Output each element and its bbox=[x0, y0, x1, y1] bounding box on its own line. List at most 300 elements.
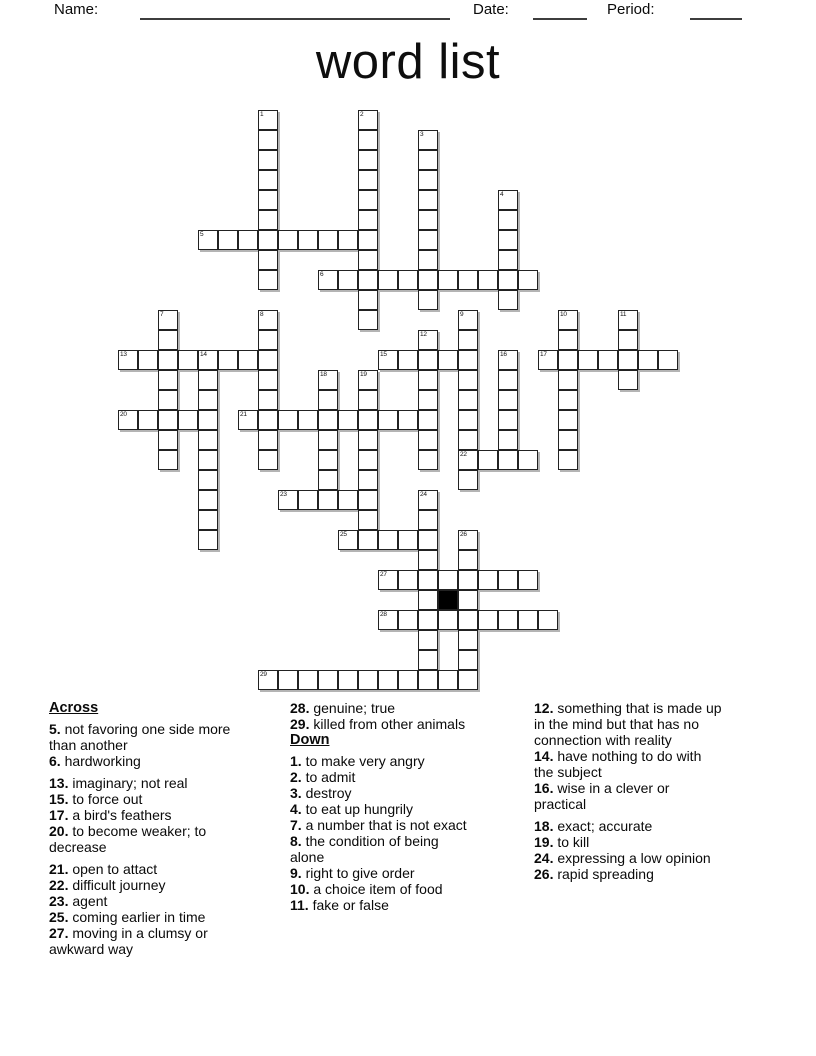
grid-cell[interactable] bbox=[338, 530, 358, 550]
grid-cell[interactable] bbox=[158, 430, 178, 450]
grid-cell[interactable] bbox=[478, 610, 498, 630]
clue-number: 7. bbox=[290, 817, 302, 833]
cell-number: 17 bbox=[540, 351, 547, 358]
grid-cell[interactable] bbox=[458, 270, 478, 290]
down-heading: Down bbox=[290, 732, 330, 748]
clue-1 bbox=[290, 753, 530, 769]
grid-cell[interactable] bbox=[258, 670, 278, 690]
grid-cell[interactable] bbox=[418, 550, 438, 570]
grid-cell[interactable] bbox=[338, 270, 358, 290]
clue-4 bbox=[290, 801, 530, 817]
grid-cell[interactable] bbox=[458, 670, 478, 690]
grid-cell[interactable] bbox=[258, 390, 278, 410]
grid-cell[interactable] bbox=[358, 490, 378, 510]
clue-number: 5. bbox=[49, 721, 61, 737]
cell-number: 28 bbox=[380, 611, 387, 618]
grid-cell[interactable] bbox=[418, 230, 438, 250]
grid-cell[interactable] bbox=[258, 250, 278, 270]
clue-17 bbox=[49, 807, 284, 823]
cell-number: 14 bbox=[200, 351, 207, 358]
clue-number: 29. bbox=[290, 716, 310, 732]
grid-cell[interactable] bbox=[198, 530, 218, 550]
clue-line: 20. to become weaker; to bbox=[49, 823, 207, 839]
clues-column-2 bbox=[290, 700, 530, 913]
grid-cell[interactable] bbox=[518, 450, 538, 470]
grid-cell[interactable] bbox=[498, 450, 518, 470]
grid-cell[interactable] bbox=[538, 610, 558, 630]
clue-line: awkward way bbox=[49, 941, 134, 957]
grid-cell[interactable] bbox=[558, 350, 578, 370]
grid-cell[interactable] bbox=[418, 530, 438, 550]
clue-13 bbox=[49, 775, 284, 791]
grid-cell[interactable] bbox=[438, 350, 458, 370]
grid-cell[interactable] bbox=[438, 570, 458, 590]
grid-cell[interactable] bbox=[278, 410, 298, 430]
grid-cell[interactable] bbox=[518, 570, 538, 590]
grid-cell[interactable] bbox=[138, 410, 158, 430]
clue-number: 24. bbox=[534, 850, 554, 866]
grid-cell[interactable] bbox=[418, 570, 438, 590]
grid-cell[interactable] bbox=[418, 670, 438, 690]
clue-27 bbox=[49, 925, 284, 957]
grid-cell[interactable] bbox=[558, 430, 578, 450]
grid-cell[interactable] bbox=[418, 630, 438, 650]
grid-cell[interactable] bbox=[558, 330, 578, 350]
across-heading: Across bbox=[49, 700, 99, 716]
grid-cell[interactable] bbox=[418, 150, 438, 170]
grid-cell[interactable] bbox=[198, 350, 218, 370]
clue-number: 17. bbox=[49, 807, 69, 823]
clue-number: 15. bbox=[49, 791, 69, 807]
grid-cell[interactable] bbox=[618, 310, 638, 330]
grid-cell[interactable] bbox=[258, 410, 278, 430]
grid-cell[interactable] bbox=[158, 310, 178, 330]
clue-6 bbox=[49, 753, 284, 769]
grid-cell[interactable] bbox=[458, 570, 478, 590]
cell-number: 23 bbox=[280, 491, 287, 498]
clue-line: connection with reality bbox=[534, 732, 672, 748]
grid-cell[interactable] bbox=[138, 350, 158, 370]
clue-number: 28. bbox=[290, 700, 310, 716]
grid-cell[interactable] bbox=[558, 370, 578, 390]
clue-line: alone bbox=[290, 849, 325, 865]
grid-cell[interactable] bbox=[318, 490, 338, 510]
grid-cell[interactable] bbox=[198, 230, 218, 250]
grid-cell[interactable] bbox=[358, 230, 378, 250]
cell-number: 8 bbox=[260, 311, 264, 318]
cell-number: 1 bbox=[260, 111, 264, 118]
grid-cell[interactable] bbox=[158, 330, 178, 350]
grid-cell[interactable] bbox=[198, 490, 218, 510]
grid-cell[interactable] bbox=[498, 230, 518, 250]
grid-cell[interactable] bbox=[318, 270, 338, 290]
grid-cell[interactable] bbox=[258, 330, 278, 350]
grid-cell[interactable] bbox=[478, 270, 498, 290]
cell-number: 11 bbox=[620, 311, 627, 318]
grid-cell[interactable] bbox=[378, 350, 398, 370]
grid-cell[interactable] bbox=[498, 430, 518, 450]
grid-cell[interactable] bbox=[158, 350, 178, 370]
grid-cell[interactable] bbox=[318, 470, 338, 490]
grid-cell[interactable] bbox=[418, 270, 438, 290]
period-label: Period: bbox=[607, 1, 655, 18]
cell-number: 13 bbox=[120, 351, 127, 358]
grid-cell[interactable] bbox=[378, 270, 398, 290]
clue-line: 17. a bird's feathers bbox=[49, 807, 172, 823]
grid-cell[interactable] bbox=[418, 650, 438, 670]
grid-cell[interactable] bbox=[358, 670, 378, 690]
grid-cell[interactable] bbox=[458, 590, 478, 610]
grid-cell[interactable] bbox=[418, 190, 438, 210]
grid-cell[interactable] bbox=[258, 170, 278, 190]
grid-cell[interactable] bbox=[258, 190, 278, 210]
clue-line: 4. to eat up hungrily bbox=[290, 801, 413, 817]
clue-26 bbox=[534, 866, 774, 882]
grid-cell[interactable] bbox=[258, 370, 278, 390]
grid-cell[interactable] bbox=[498, 370, 518, 390]
grid-cell[interactable] bbox=[318, 670, 338, 690]
grid-cell[interactable] bbox=[458, 430, 478, 450]
grid-cell[interactable] bbox=[498, 390, 518, 410]
grid-cell[interactable] bbox=[458, 550, 478, 570]
grid-cell[interactable] bbox=[258, 230, 278, 250]
clue-9 bbox=[290, 865, 530, 881]
grid-cell[interactable] bbox=[418, 590, 438, 610]
grid-cell[interactable] bbox=[558, 390, 578, 410]
clue-line: 26. rapid spreading bbox=[534, 866, 654, 882]
cell-number: 2 bbox=[360, 111, 364, 118]
grid-cell[interactable] bbox=[458, 390, 478, 410]
grid-cell[interactable] bbox=[318, 410, 338, 430]
name-line bbox=[140, 18, 450, 20]
grid-cell[interactable] bbox=[338, 410, 358, 430]
grid-cell[interactable] bbox=[618, 370, 638, 390]
clue-15 bbox=[49, 791, 284, 807]
clue-number: 23. bbox=[49, 893, 69, 909]
clue-line: 5. not favoring one side more bbox=[49, 721, 231, 737]
grid-cell[interactable] bbox=[358, 370, 378, 390]
grid-cell[interactable] bbox=[258, 150, 278, 170]
grid-cell[interactable] bbox=[358, 450, 378, 470]
cell-number: 24 bbox=[420, 491, 427, 498]
grid-cell[interactable] bbox=[218, 230, 238, 250]
grid-cell[interactable] bbox=[338, 490, 358, 510]
grid-cell[interactable] bbox=[618, 330, 638, 350]
grid-cell[interactable] bbox=[378, 410, 398, 430]
grid-cell[interactable] bbox=[458, 470, 478, 490]
clue-number: 12. bbox=[534, 700, 554, 716]
grid-cell[interactable] bbox=[318, 390, 338, 410]
grid-cell[interactable] bbox=[558, 410, 578, 430]
clue-number: 1. bbox=[290, 753, 302, 769]
grid-cell[interactable] bbox=[498, 210, 518, 230]
clue-number: 9. bbox=[290, 865, 302, 881]
clue-number: 13. bbox=[49, 775, 69, 791]
clue-line: 6. hardworking bbox=[49, 753, 141, 769]
grid-cell[interactable] bbox=[438, 270, 458, 290]
grid-cell[interactable] bbox=[158, 410, 178, 430]
clue-line: 8. the condition of being bbox=[290, 833, 439, 849]
grid-cell[interactable] bbox=[458, 410, 478, 430]
clue-line: 27. moving in a clumsy or bbox=[49, 925, 208, 941]
grid-cell[interactable] bbox=[158, 370, 178, 390]
grid-cell[interactable] bbox=[258, 430, 278, 450]
grid-cell[interactable] bbox=[358, 310, 378, 330]
grid-cell[interactable] bbox=[438, 670, 458, 690]
grid-cell[interactable] bbox=[258, 450, 278, 470]
clue-line: 18. exact; accurate bbox=[534, 818, 653, 834]
clues-column-3 bbox=[534, 700, 774, 882]
grid-cell[interactable] bbox=[198, 510, 218, 530]
cell-number: 21 bbox=[240, 411, 247, 418]
clue-line: decrease bbox=[49, 839, 107, 855]
grid-cell[interactable] bbox=[398, 610, 418, 630]
grid-cell[interactable] bbox=[198, 390, 218, 410]
grid-cell[interactable] bbox=[198, 450, 218, 470]
grid-cell[interactable] bbox=[418, 610, 438, 630]
grid-cell[interactable] bbox=[358, 190, 378, 210]
grid-cell[interactable] bbox=[358, 270, 378, 290]
grid-cell[interactable] bbox=[378, 610, 398, 630]
grid-cell[interactable] bbox=[418, 170, 438, 190]
grid-cell[interactable] bbox=[358, 170, 378, 190]
grid-cell[interactable] bbox=[418, 350, 438, 370]
grid-cell[interactable] bbox=[578, 350, 598, 370]
grid-cell[interactable] bbox=[318, 230, 338, 250]
clue-line: 22. difficult journey bbox=[49, 877, 166, 893]
clue-24 bbox=[534, 850, 774, 866]
clue-line: 12. something that is made up bbox=[534, 700, 722, 716]
grid-cell[interactable] bbox=[358, 390, 378, 410]
grid-cell[interactable] bbox=[498, 190, 518, 210]
grid-cell[interactable] bbox=[258, 110, 278, 130]
grid-cell[interactable] bbox=[458, 630, 478, 650]
cell-number: 4 bbox=[500, 191, 504, 198]
grid-cell[interactable] bbox=[258, 130, 278, 150]
clue-line: 19. to kill bbox=[534, 834, 590, 850]
clue-5 bbox=[49, 721, 284, 753]
grid-cell[interactable] bbox=[418, 450, 438, 470]
grid-cell[interactable] bbox=[458, 370, 478, 390]
clue-line: in the mind but that has no bbox=[534, 716, 699, 732]
grid-cell[interactable] bbox=[278, 490, 298, 510]
grid-cell[interactable] bbox=[418, 510, 438, 530]
grid-cell[interactable] bbox=[378, 570, 398, 590]
clue-number: 6. bbox=[49, 753, 61, 769]
clue-line: 9. right to give order bbox=[290, 865, 415, 881]
grid-cell[interactable] bbox=[358, 470, 378, 490]
grid-cell[interactable] bbox=[538, 350, 558, 370]
grid-cell[interactable] bbox=[318, 370, 338, 390]
grid-cell[interactable] bbox=[358, 290, 378, 310]
clue-18 bbox=[534, 818, 774, 834]
cell-number: 19 bbox=[360, 371, 367, 378]
grid-cell[interactable] bbox=[238, 350, 258, 370]
grid-cell[interactable] bbox=[278, 670, 298, 690]
grid-cell[interactable] bbox=[518, 610, 538, 630]
grid-cell[interactable] bbox=[358, 110, 378, 130]
clue-line: than another bbox=[49, 737, 128, 753]
grid-cell[interactable] bbox=[458, 330, 478, 350]
grid-cell[interactable] bbox=[558, 310, 578, 330]
grid-cell[interactable] bbox=[358, 430, 378, 450]
grid-cell[interactable] bbox=[418, 410, 438, 430]
grid-cell[interactable] bbox=[658, 350, 678, 370]
grid-cell[interactable] bbox=[398, 670, 418, 690]
clue-number: 18. bbox=[534, 818, 554, 834]
grid-cell[interactable] bbox=[258, 350, 278, 370]
grid-cell[interactable] bbox=[418, 210, 438, 230]
grid-cell[interactable] bbox=[358, 250, 378, 270]
grid-cell[interactable] bbox=[418, 250, 438, 270]
grid-cell[interactable] bbox=[458, 310, 478, 330]
grid-cell[interactable] bbox=[398, 350, 418, 370]
grid-cell[interactable] bbox=[358, 130, 378, 150]
grid-cell[interactable] bbox=[598, 350, 618, 370]
clue-number: 20. bbox=[49, 823, 69, 839]
clue-number: 8. bbox=[290, 833, 302, 849]
clue-line: 28. genuine; true bbox=[290, 700, 396, 716]
grid-cell[interactable] bbox=[238, 230, 258, 250]
clue-number: 2. bbox=[290, 769, 302, 785]
clue-number: 21. bbox=[49, 861, 69, 877]
grid-cell[interactable] bbox=[378, 530, 398, 550]
grid-cell[interactable] bbox=[458, 350, 478, 370]
grid-cell[interactable] bbox=[258, 210, 278, 230]
cell-number: 6 bbox=[320, 271, 324, 278]
grid-cell[interactable] bbox=[258, 270, 278, 290]
grid-cell[interactable] bbox=[198, 410, 218, 430]
cell-number: 26 bbox=[460, 531, 467, 538]
clue-21 bbox=[49, 861, 284, 877]
grid-cell[interactable] bbox=[258, 310, 278, 330]
clue-line: 1. to make very angry bbox=[290, 753, 425, 769]
clue-line: 7. a number that is not exact bbox=[290, 817, 467, 833]
grid-cell[interactable] bbox=[398, 570, 418, 590]
grid-cell[interactable] bbox=[458, 650, 478, 670]
grid-cell[interactable] bbox=[358, 510, 378, 530]
grid-cell[interactable] bbox=[498, 570, 518, 590]
cell-number: 16 bbox=[500, 351, 507, 358]
grid-cell[interactable] bbox=[418, 370, 438, 390]
clue-line: 2. to admit bbox=[290, 769, 356, 785]
clue-number: 26. bbox=[534, 866, 554, 882]
grid-cell[interactable] bbox=[398, 270, 418, 290]
clue-number: 27. bbox=[49, 925, 69, 941]
clue-28 bbox=[290, 700, 530, 716]
grid-cell[interactable] bbox=[158, 450, 178, 470]
clue-line: 24. expressing a low opinion bbox=[534, 850, 711, 866]
grid-cell[interactable] bbox=[198, 430, 218, 450]
grid-cell[interactable] bbox=[398, 530, 418, 550]
clue-23 bbox=[49, 893, 284, 909]
cell-number: 15 bbox=[380, 351, 387, 358]
grid-cell[interactable] bbox=[618, 350, 638, 370]
grid-cell[interactable] bbox=[418, 430, 438, 450]
grid-cell[interactable] bbox=[478, 450, 498, 470]
grid-cell[interactable] bbox=[638, 350, 658, 370]
clues-column-1 bbox=[49, 700, 284, 957]
grid-cell[interactable] bbox=[478, 570, 498, 590]
clue-number: 11. bbox=[290, 897, 309, 913]
grid-cell[interactable] bbox=[418, 330, 438, 350]
grid-cell[interactable] bbox=[278, 230, 298, 250]
clue-29 bbox=[290, 716, 530, 732]
grid-cell[interactable] bbox=[498, 270, 518, 290]
grid-cell[interactable] bbox=[118, 350, 138, 370]
clue-2 bbox=[290, 769, 530, 785]
grid-cell[interactable] bbox=[498, 410, 518, 430]
clue-number: 19. bbox=[534, 834, 554, 850]
grid-cell[interactable] bbox=[358, 150, 378, 170]
grid-cell[interactable] bbox=[498, 290, 518, 310]
grid-cell[interactable] bbox=[198, 470, 218, 490]
grid-cell[interactable] bbox=[338, 670, 358, 690]
grid-cell[interactable] bbox=[178, 350, 198, 370]
grid-cell[interactable] bbox=[318, 450, 338, 470]
name-label: Name: bbox=[54, 1, 99, 18]
clue-line: 14. have nothing to do with bbox=[534, 748, 702, 764]
grid-cell[interactable] bbox=[298, 490, 318, 510]
grid-cell[interactable] bbox=[398, 410, 418, 430]
grid-cell[interactable] bbox=[418, 490, 438, 510]
grid-cell[interactable] bbox=[158, 390, 178, 410]
date-label: Date: bbox=[473, 1, 509, 18]
grid-cell[interactable] bbox=[418, 390, 438, 410]
clue-line: 10. a choice item of food bbox=[290, 881, 443, 897]
grid-cell[interactable] bbox=[298, 230, 318, 250]
grid-cell[interactable] bbox=[418, 290, 438, 310]
grid-cell[interactable] bbox=[298, 670, 318, 690]
grid-cell[interactable] bbox=[498, 350, 518, 370]
grid-cell[interactable] bbox=[178, 410, 198, 430]
clue-line: 13. imaginary; not real bbox=[49, 775, 188, 791]
grid-cell[interactable] bbox=[358, 210, 378, 230]
cell-number: 27 bbox=[380, 571, 387, 578]
grid-cell[interactable] bbox=[358, 530, 378, 550]
grid-cell[interactable] bbox=[458, 450, 478, 470]
grid-cell[interactable] bbox=[498, 250, 518, 270]
clue-line: the subject bbox=[534, 764, 602, 780]
grid-cell[interactable] bbox=[558, 450, 578, 470]
grid-cell[interactable] bbox=[418, 130, 438, 150]
cell-number: 9 bbox=[460, 311, 464, 318]
grid-cell[interactable] bbox=[238, 410, 258, 430]
grid-cell[interactable] bbox=[378, 670, 398, 690]
grid-cell[interactable] bbox=[498, 610, 518, 630]
clue-22 bbox=[49, 877, 284, 893]
grid-cell[interactable] bbox=[198, 370, 218, 390]
cell-number: 3 bbox=[420, 131, 424, 138]
clue-12 bbox=[534, 700, 774, 748]
clue-number: 25. bbox=[49, 909, 69, 925]
clue-14 bbox=[534, 748, 774, 780]
grid-cell[interactable] bbox=[358, 410, 378, 430]
grid-cell[interactable] bbox=[218, 350, 238, 370]
grid-cell[interactable] bbox=[338, 230, 358, 250]
period-line bbox=[690, 18, 742, 20]
grid-cell[interactable] bbox=[458, 530, 478, 550]
clue-number: 4. bbox=[290, 801, 302, 817]
grid-cell[interactable] bbox=[458, 610, 478, 630]
grid-cell[interactable] bbox=[118, 410, 138, 430]
clue-line: 15. to force out bbox=[49, 791, 143, 807]
clue-line: 25. coming earlier in time bbox=[49, 909, 206, 925]
grid-cell[interactable] bbox=[298, 410, 318, 430]
grid-cell[interactable] bbox=[438, 610, 458, 630]
grid-cell[interactable] bbox=[318, 430, 338, 450]
grid-cell[interactable] bbox=[518, 270, 538, 290]
